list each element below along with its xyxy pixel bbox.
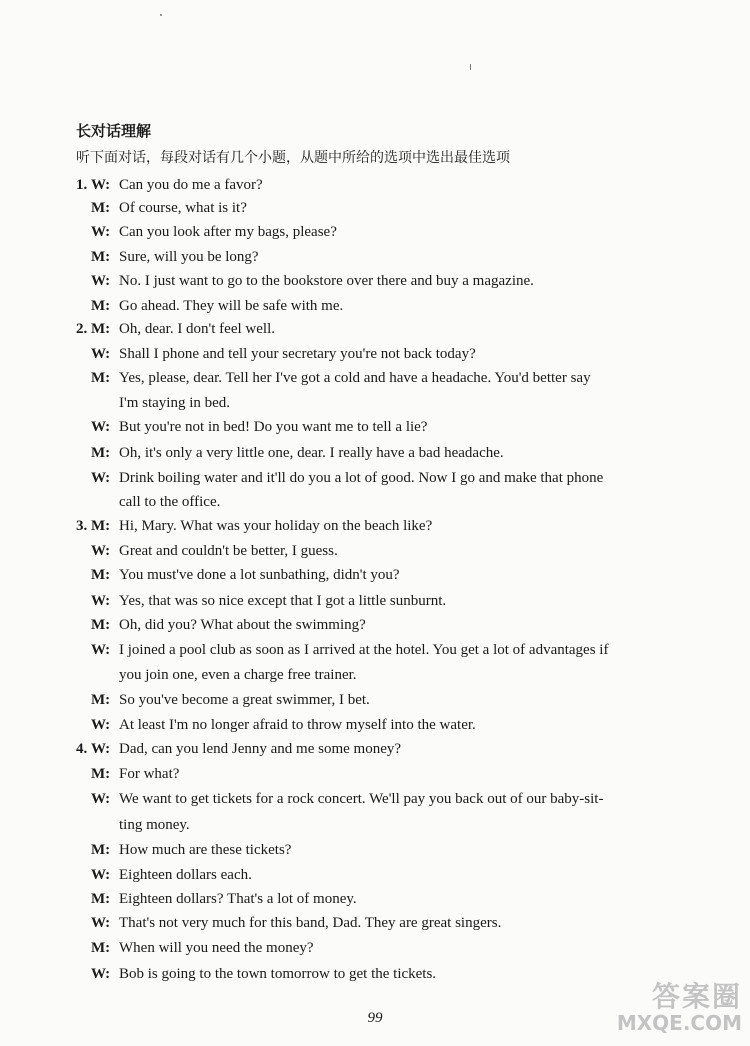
speaker-label: W: <box>91 717 111 733</box>
speaker-label: M: <box>91 567 111 583</box>
section-title: 长对话理解 <box>76 122 152 140</box>
speaker-label: M: <box>91 370 111 386</box>
dialogue-text: Hi, Mary. What was your holiday on the beach like? <box>119 518 433 534</box>
dialogue-text: Sure, will you be long? <box>119 249 259 265</box>
speaker-label: W: <box>91 915 111 931</box>
speaker-label: M: <box>91 842 111 858</box>
dialogue-text: But you're not in bed! Do you want me to tell a lie? <box>119 419 428 435</box>
dialogue-text: That's not very much for this band, Dad. They are great singers. <box>119 915 502 931</box>
dialogue-text: Oh, dear. I don't feel well. <box>119 321 275 337</box>
dialogue-text: Dad, can you lend Jenny and me some money? <box>119 741 402 757</box>
speaker-label: M: <box>91 249 111 265</box>
speaker-label: M: <box>91 766 111 782</box>
speaker-label: M: <box>91 692 111 708</box>
speaker-label: W: <box>91 419 111 435</box>
dialogue-text: Shall I phone and tell your secretary you're not back today? <box>119 346 476 362</box>
question-number: 4. <box>76 741 88 757</box>
watermark-url: MXQE.COM <box>616 1011 742 1035</box>
speaker-label: W: <box>91 177 111 193</box>
speaker-label: W: <box>91 966 111 982</box>
question-number: 3. <box>76 518 88 534</box>
dialogue-text: When will you need the money? <box>119 940 314 956</box>
watermark-logo-text: 答案圈 <box>651 980 742 1013</box>
dialogue-text: Eighteen dollars each. <box>119 867 252 883</box>
speaker-label: W: <box>91 593 111 609</box>
speaker-label: W: <box>91 224 111 240</box>
dialogue-text: Can you do me a favor? <box>119 177 263 193</box>
dialogue-text: Of course, what is it? <box>119 200 247 216</box>
speaker-label: W: <box>91 273 111 289</box>
speaker-label: W: <box>91 470 111 486</box>
dialogue-text: Yes, please, dear. Tell her I've got a cold and have a headache. You'd better say <box>119 370 591 386</box>
dialogue-text: At least I'm no longer afraid to throw myself into the water. <box>119 717 476 733</box>
dialogue-text: Oh, it's only a very little one, dear. I really have a bad headache. <box>119 445 504 461</box>
dialogue-text: How much are these tickets? <box>119 842 292 858</box>
speaker-label: M: <box>91 617 111 633</box>
speaker-label: W: <box>91 791 111 807</box>
speaker-label: M: <box>91 518 111 534</box>
watermark-logo <box>617 975 742 1035</box>
dialogue-text-continuation: call to the office. <box>119 494 221 510</box>
speaker-label: M: <box>91 298 111 314</box>
dialogue-text: We want to get tickets for a rock concert. We'll pay you back out of our baby-sit- <box>119 791 604 807</box>
dialogue-text: No. I just want to go to the bookstore over there and buy a magazine. <box>119 273 534 289</box>
question-number: 1. <box>76 177 88 193</box>
question-number: 2. <box>76 321 88 337</box>
dialogue-text-continuation: I'm staying in bed. <box>119 395 231 411</box>
speaker-label: M: <box>91 445 111 461</box>
dialogue-text: I joined a pool club as soon as I arrived at the hotel. You get a lot of advantages if <box>119 642 609 658</box>
page-number: 99 <box>367 1010 383 1026</box>
scan-speck <box>160 14 162 16</box>
dialogue-text: Can you look after my bags, please? <box>119 224 337 240</box>
dialogue-text: Great and couldn't be better, I guess. <box>119 543 338 559</box>
speaker-label: M: <box>91 891 111 907</box>
dialogue-text-continuation: you join one, even a charge free trainer. <box>119 667 357 683</box>
speaker-label: W: <box>91 346 111 362</box>
dialogue-text: Bob is going to the town tomorrow to get the tickets. <box>119 966 437 982</box>
speaker-label: M: <box>91 321 111 337</box>
dialogue-text: So you've become a great swimmer, I bet. <box>119 692 370 708</box>
dialogue-text: Eighteen dollars? That's a lot of money. <box>119 891 357 907</box>
speaker-label: W: <box>91 867 111 883</box>
dialogue-text: You must've done a lot sunbathing, didn't you? <box>119 567 400 583</box>
dialogue-text: Go ahead. They will be safe with me. <box>119 298 344 314</box>
dialogue-text: For what? <box>119 766 180 782</box>
scan-speck <box>470 64 471 70</box>
dialogue-text: Drink boiling water and it'll do you a lot of good. Now I go and make that phone <box>119 470 604 486</box>
speaker-label: M: <box>91 940 111 956</box>
speaker-label: W: <box>91 543 111 559</box>
dialogue-text: Yes, that was so nice except that I got a little sunburnt. <box>119 593 447 609</box>
speaker-label: W: <box>91 741 111 757</box>
instruction-text: 听下面对话，每段对话有几个小题，从题中所给的选项中选出最佳选项 <box>76 150 510 166</box>
dialogue-text-continuation: ting money. <box>119 817 190 833</box>
speaker-label: W: <box>91 642 111 658</box>
dialogue-text: Oh, did you? What about the swimming? <box>119 617 366 633</box>
speaker-label: M: <box>91 200 111 216</box>
